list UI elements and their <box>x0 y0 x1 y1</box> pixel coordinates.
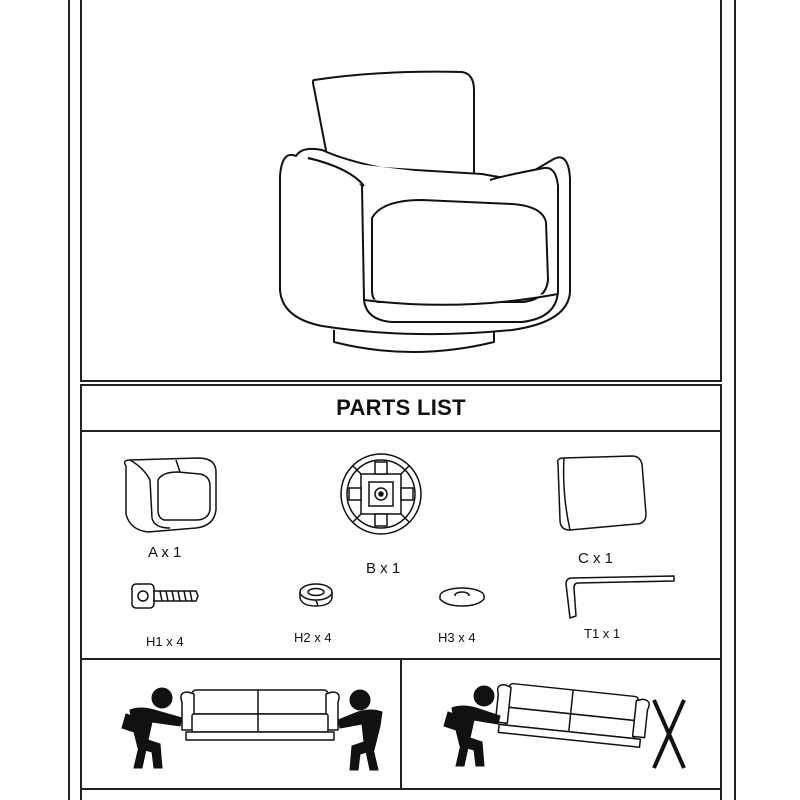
wrong-x-mark <box>654 700 684 768</box>
part-h2-label: H2 x 4 <box>294 630 332 645</box>
part-b-label: B x 1 <box>366 560 401 577</box>
one-person-lift-illustration <box>402 660 720 788</box>
incorrect-lift-panel <box>400 658 722 790</box>
correct-lift-panel <box>80 658 402 790</box>
part-a-label: A x 1 <box>148 544 182 561</box>
section-title: PARTS LIST <box>336 395 466 420</box>
part-c-label: C x 1 <box>578 550 614 567</box>
two-person-lift-illustration <box>82 660 400 788</box>
part-h3-label: H3 x 4 <box>438 630 476 645</box>
part-h1-label: H1 x 4 <box>146 634 184 649</box>
bolt-icon <box>130 582 200 610</box>
swivel-base-icon <box>339 452 423 536</box>
hero-panel <box>80 0 722 382</box>
parts-list-header <box>80 384 722 432</box>
back-cushion-icon <box>552 454 650 532</box>
spring-washer-icon <box>296 580 336 610</box>
parts-panel <box>80 430 722 660</box>
allen-key-icon <box>556 572 676 622</box>
swivel-chair-illustration <box>82 0 724 382</box>
flat-washer-icon <box>438 586 486 608</box>
part-t1-label: T1 x 1 <box>584 626 621 641</box>
next-section-edge <box>80 788 722 800</box>
chair-body-icon <box>118 454 220 534</box>
